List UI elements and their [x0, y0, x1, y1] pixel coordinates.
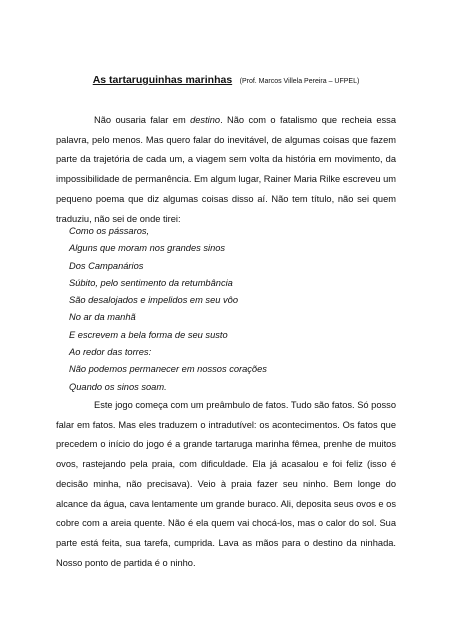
poem-line: Súbito, pelo sentimento da retumbância [69, 277, 233, 288]
poem-line: Dos Campanários [69, 260, 144, 271]
poem-line: Quando os sinos soam. [69, 381, 167, 392]
document-title: As tartaruguinhas marinhas [92, 74, 233, 86]
title-line [0, 70, 452, 88]
paragraph-intro-start: Não ousaria falar em [94, 115, 191, 125]
poem-line: Como os pássaros, [69, 226, 150, 236]
poem-line: Ao redor das torres: [69, 347, 152, 358]
poem [69, 223, 267, 396]
poem-line: No ar da manhã [69, 312, 136, 323]
poem-line: Alguns que moram nos grandes sinos [69, 243, 226, 254]
paragraph-intro [56, 111, 396, 229]
paragraph-game: Este jogo começa com um preâmbulo de fatos. Tudo são fatos. Só posso falar em fatos. Mas eles traduzem o intradutível: os acontecimentos. Os fatos que precedem o início do jogo é a grande tartaruga marinha fêmea, prenhe de muitos ovos, rastejando pela praia, com dificuldade. Ela já acasalou e foi feliz (isso é decisão minha, não precisava). Veio à praia fazer seu ninho. Bem longe do alcance da água, cava lentamente um grande buraco. Ali, deposita seus ovos e os cobre com a areia quente. Não é ela quem vai chocá-los, mas o calor do sol. Sua parte está feita, sua tarefa, cumprida. Lava as mãos para o destino da ninhada. Nosso ponto de partida é o ninho. [56, 400, 396, 568]
poem-line: Não podemos permanecer em nossos corações [69, 364, 267, 375]
document-author: (Prof. Marcos Villela Pereira – UFPEL) [239, 78, 360, 85]
paragraph-intro-rest: . Não com o fatalismo que recheia essa palavra, pelo menos. Mas quero falar do inevitável, de algumas coisas que fazem parte da trajetória de cada um, a viagem sem volta da história em movimento, da impossibilidade de permanência. Em algum lugar, Rainer Maria Rilke escreveu um pequeno poema que diz algumas coisas disso aí. Não tem título, não sei quem traduziu, não sei de onde tirei: [56, 115, 397, 224]
emphasis-destino: destino [190, 115, 221, 125]
poem-line: São desalojados e impelidos em seu vôo [69, 295, 238, 306]
poem-line: E escrevem a bela forma de seu susto [69, 329, 228, 340]
